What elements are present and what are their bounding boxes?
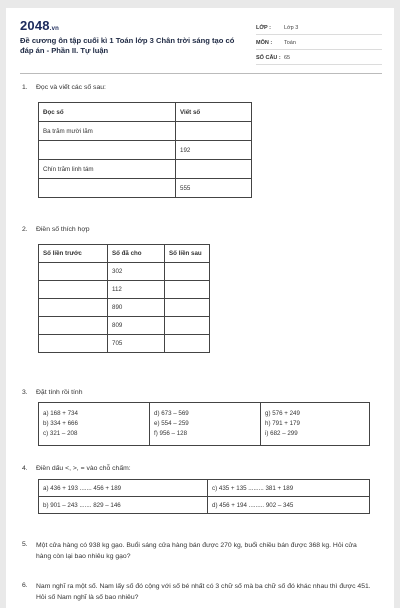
meta-value: Lớp 3: [284, 25, 299, 31]
table-cell: [165, 335, 210, 353]
calc-item: c) 321 – 208: [43, 430, 78, 437]
question-text: Đặt tính rồi tính: [36, 389, 83, 396]
table-cell: [39, 141, 176, 160]
table-cell: [165, 317, 210, 335]
calc-item: e) 554 – 259: [154, 420, 189, 427]
question-6-number: 6.: [22, 582, 28, 589]
table-cell: 112: [108, 281, 165, 299]
read-write-table: [38, 102, 252, 198]
question-text: Điền số thích hợp: [36, 226, 90, 233]
question-number: 3.: [22, 389, 28, 396]
question-6-text: Nam nghĩ ra một số. Nam lấy số đó cộng với số bé nhất có 3 chữ số mà ba chữ số đó khác nhau thì được 451. Hỏi số Nam nghĩ là số bao nhiêu?: [36, 583, 371, 601]
calc-item: b) 334 + 666: [43, 420, 78, 427]
table-row: [39, 281, 210, 299]
column-header: Số liền sau: [165, 245, 210, 263]
column-header: Đọc số: [39, 103, 176, 122]
question-number: 1.: [22, 84, 28, 91]
table-cell: d) 456 + 194 ......... 902 – 345: [208, 497, 370, 514]
logo-text: 2048: [20, 18, 50, 33]
calc-item: f) 956 – 128: [154, 430, 188, 437]
meta-key: MÔN :: [256, 40, 273, 46]
compare-table: [38, 479, 370, 514]
table-cell: [39, 335, 108, 353]
table-cell: [39, 263, 108, 281]
fill-number-table: [38, 244, 210, 353]
meta-subject: [256, 39, 382, 50]
table-cell: 302: [108, 263, 165, 281]
document-header: [20, 18, 382, 68]
table-row: [39, 263, 210, 281]
question-1-prompt: [22, 84, 106, 91]
table-cell: c) 435 + 135 ......... 381 + 189: [208, 480, 370, 497]
table-cell: [165, 263, 210, 281]
calc-column: [39, 403, 150, 446]
table-cell: 192: [176, 141, 252, 160]
site-logo[interactable]: [20, 18, 59, 33]
table-row: [39, 317, 210, 335]
table-row: [39, 335, 210, 353]
table-cell: [39, 179, 176, 198]
column-header: Viết số: [176, 103, 252, 122]
question-text: Đọc và viết các số sau:: [36, 84, 106, 91]
table-cell: [39, 317, 108, 335]
calc-item: d) 673 – 569: [154, 410, 189, 417]
logo-suffix: .vn: [49, 26, 60, 32]
table-row: [39, 403, 370, 446]
table-cell: [165, 281, 210, 299]
table-cell: Chín trăm linh tám: [39, 160, 176, 179]
table-row: [39, 160, 252, 179]
table-row: [39, 497, 370, 514]
meta-key: LỚP :: [256, 25, 271, 31]
table-row: [39, 480, 370, 497]
question-4-prompt: [22, 465, 131, 472]
question-2-prompt: [22, 226, 90, 233]
question-3-prompt: [22, 389, 82, 396]
meta-question-count: [256, 54, 382, 65]
table-cell: [176, 160, 252, 179]
document-page: [6, 8, 394, 608]
header-divider: [20, 73, 382, 74]
table-row: [39, 299, 210, 317]
table-row: [39, 122, 252, 141]
table-cell: b) 901 – 243 ....... 829 – 146: [39, 497, 208, 514]
question-5-number: 5.: [22, 541, 28, 548]
column-header: Số liền trước: [39, 245, 108, 263]
table-cell: 555: [176, 179, 252, 198]
table-cell: 705: [108, 335, 165, 353]
table-cell: [39, 281, 108, 299]
table-cell: Ba trăm mười lăm: [39, 122, 176, 141]
meta-value: Toán: [284, 40, 296, 46]
meta-value: 65: [284, 55, 291, 61]
calc-item: g) 576 + 249: [265, 410, 300, 417]
column-header: Số đã cho: [108, 245, 165, 263]
table-row: [39, 141, 252, 160]
question-text: Điền dấu <, >, = vào chỗ chấm:: [36, 465, 131, 472]
table-cell: [165, 299, 210, 317]
calc-item: h) 791 + 179: [265, 420, 300, 427]
question-number: 2.: [22, 226, 28, 233]
calc-item: i) 682 – 299: [265, 430, 298, 437]
table-cell: [39, 299, 108, 317]
table-cell: [176, 122, 252, 141]
calc-item: a) 168 + 734: [43, 410, 78, 417]
document-title: Đề cương ôn tập cuối kì 1 Toán lớp 3 Chân trời sáng tạo có đáp án - Phần II. Tự luận: [20, 36, 235, 55]
meta-key: SỐ CÂU :: [256, 55, 281, 61]
table-cell: a) 436 + 193 ....... 456 + 189: [39, 480, 208, 497]
table-cell: 809: [108, 317, 165, 335]
table-row: [39, 179, 252, 198]
calc-column: [150, 403, 261, 446]
table-cell: 890: [108, 299, 165, 317]
calculation-table: [38, 402, 370, 446]
meta-class: [256, 24, 382, 35]
question-5-text: Một cửa hàng có 938 kg gạo. Buổi sáng cửa hàng bán được 270 kg, buổi chiều bán được 368 kg. Hỏi cửa hàng còn lại bao nhiêu kg gạo?: [36, 542, 357, 560]
question-number: 4.: [22, 465, 28, 472]
calc-column: [261, 403, 370, 446]
